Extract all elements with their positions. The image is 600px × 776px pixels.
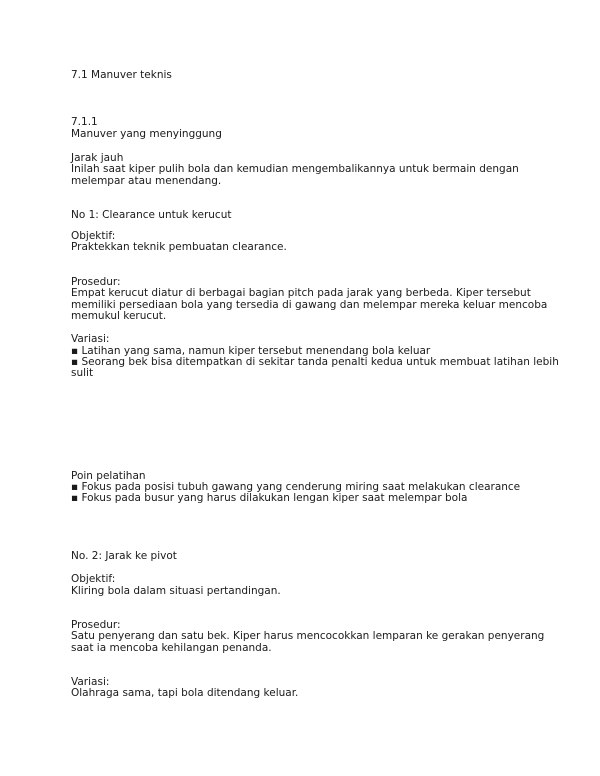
- drill2-procedure-line-2: saat ia mencoba kehilangan penanda.: [71, 642, 272, 654]
- drill2-variation-label: Variasi:: [71, 676, 110, 688]
- drill2-objective-text: Kliring bola dalam situasi pertandingan.: [71, 585, 281, 597]
- drill2-objective-label: Objektif:: [71, 573, 116, 585]
- drill1-objective-text: Praktekkan teknik pembuatan clearance.: [71, 241, 287, 253]
- drill1-coaching-item-1: ▪ Fokus pada posisi tubuh gawang yang cenderung miring saat melakukan clearance: [71, 481, 521, 493]
- subsection-number: 7.1.1: [71, 116, 98, 128]
- drill1-title: No 1: Clearance untuk kerucut: [71, 209, 232, 221]
- drill1-variation-label: Variasi:: [71, 333, 110, 345]
- drill1-objective-label: Objektif:: [71, 230, 116, 242]
- drill1-variation-item-2-line-1: ▪ Seorang bek bisa ditempatkan di sekitar tanda penalti kedua untuk membuat latihan lebih: [71, 356, 559, 368]
- drill2-procedure-line-1: Satu penyerang dan satu bek. Kiper harus mencocokkan lemparan ke gerakan penyerang: [71, 630, 545, 642]
- intro-line-1: Inilah saat kiper pulih bola dan kemudian mengembalikannya untuk bermain dengan: [71, 163, 519, 175]
- drill1-variation-item-2-line-2: sulit: [71, 367, 94, 379]
- drill1-procedure-line-3: memukul kerucut.: [71, 310, 167, 322]
- drill2-title: No. 2: Jarak ke pivot: [71, 550, 177, 562]
- drill1-procedure-line-2: memiliki persediaan bola yang tersedia di gawang dan melempar mereka keluar mencoba: [71, 299, 548, 311]
- intro-line-2: melempar atau menendang.: [71, 175, 222, 187]
- section-title: 7.1 Manuver teknis: [71, 69, 172, 81]
- drill1-variation-item-1: ▪ Latihan yang sama, namun kiper tersebut menendang bola keluar: [71, 345, 431, 357]
- drill1-coaching-item-2: ▪ Fokus pada busur yang harus dilakukan lengan kiper saat melempar bola: [71, 492, 468, 504]
- drill1-coaching-label: Poin pelatihan: [71, 470, 146, 482]
- drill1-procedure-label: Prosedur:: [71, 276, 121, 288]
- intro-heading: Jarak jauh: [71, 152, 124, 164]
- drill2-procedure-label: Prosedur:: [71, 619, 121, 631]
- subsection-title: Manuver yang menyinggung: [71, 128, 222, 140]
- drill1-procedure-line-1: Empat kerucut diatur di berbagai bagian pitch pada jarak yang berbeda. Kiper tersebut: [71, 287, 531, 299]
- drill2-variation-text: Olahraga sama, tapi bola ditendang keluar.: [71, 687, 299, 699]
